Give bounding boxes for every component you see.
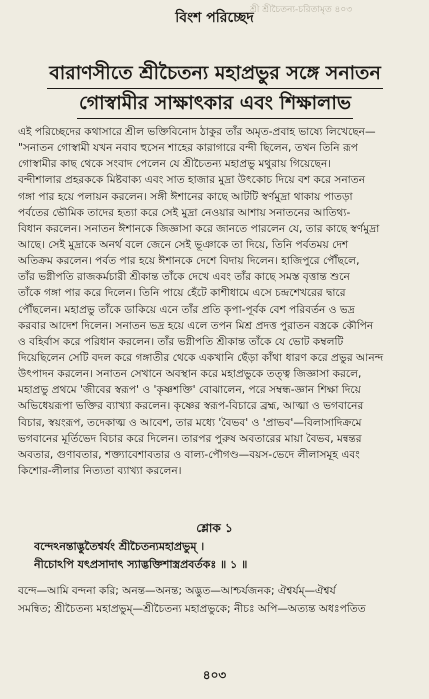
page-number: ৪০৩ [202,668,227,682]
chapter-title-line-1 [14,58,416,89]
chapter-title-text-2: গোস্বামীর সাক্ষাৎকার এবং শিক্ষালাভ [77,88,353,119]
body-line: দিয়েছিলেন সেটি বদল করে গঙ্গাতীর থেকে একখানি ছেঁড়া কাঁথা ধারণ করে প্রভুর আনন্দ [18,351,384,364]
body-line: পর্বতের ভৌমিক তাদের হত্যা করে সেই মুদ্রা নেওয়ার আশায় সনাতনের আতিথ্য- [18,206,351,219]
body-line: "সনাতন গোস্বামী যখন নবাব হুসেন শাহের কারাগারে বন্দী ছিলেন, তখন তিনি রূপ [18,142,358,155]
body-line: ও বহির্বাস করে পরিধান করলেন। তাঁর ভগ্নীপতি শ্রীকান্ত তাঁকে যে ভোট কম্বলটি [18,335,344,348]
word-for-word-gloss [18,582,416,618]
running-head: বিংশ পরিচ্ছেদ [175,10,254,26]
body-line: গঙ্গা পার হয়ে পলায়ন করলেন। সঙ্গী ঈশানের কাছে আটটি স্বর্ণমুদ্রা থাকায় পাতড়া [18,190,353,203]
body-line: এই পরিচ্ছেদের কথাসারে শ্রীল ভক্তিবিনোদ ঠাকুর তাঁর অমৃত-প্রবাহ ভাষ্যে লিখেছেন— [18,126,376,138]
body-line: গোস্বামীর কাছ থেকে সংবাদ পেলেন যে শ্রীচৈতন্য মহাপ্রভু মথুরায় গিয়েছেন। [18,158,332,171]
summary-paragraph [18,124,416,479]
body-line: কিশোর-লীলার নিত্যতা ব্যাখ্যা করলেন। [18,464,182,477]
body-line: উৎপাদন করলেন। সনাতন সেখানে অবস্থান করে মহাপ্রভুকে তত্ত্ব জিজ্ঞাসা করলে, [18,368,362,381]
body-line: পৌঁছলেন। মহাপ্রভু তাঁকে ডাকিয়ে এনে তাঁর প্রতি কৃপা-পূর্বক বেশ পরিবর্তন ও ভদ্র [18,303,355,316]
body-line: অতিক্রম করলেন। পর্বত পার হয়ে ঈশানকে দেশে বিদায় দিলেন। হাজিপুরে পৌঁছলে, [18,255,360,268]
bleed-through-text: শ্রী শ্রীচৈতন্য-চরিতামৃত ৪০৩ [250,5,353,15]
verse-line-2: নীচোঽপি যৎপ্রসাদাৎ স্যাদ্ভক্তিশাস্ত্রপ্রবর্তকঃ ॥ ১ ॥ [34,558,248,571]
body-line: করবার আদেশ দিলেন। সনাতন ভদ্র হয়ে এলে তপন মিশ্র প্রদত্ত পুরাতন বস্ত্রকে কৌপিন [18,319,374,332]
body-line: তাঁর ভগ্নীপতি রাজকর্মচারী শ্রীকান্ত তাঁকে দেখে এবং তাঁর কাছে সমস্ত বৃত্তান্ত শুনে [18,271,350,284]
chapter-title-line-2 [14,88,416,119]
verse-heading: শ্লোক ১ [196,521,233,535]
body-line: তাঁকে গঙ্গা পার করে দিলেন। তিনি পায়ে হেঁটে কাশীধামে এসে চন্দ্রশেখরের দ্বারে [18,287,346,300]
body-line: বন্দীশালার প্রহরককে মিষ্টবাক্য এবং সাত হাজার মুদ্রা উৎকোচ দিয়ে বশ করে সনাতন [18,174,366,187]
body-line: অভিধেয়রূপা ভক্তির ব্যাখ্যা করলেন। কৃষ্ণের স্বরূপ-বিচারে ব্রহ্ম, আত্মা ও ভগবানের [18,400,364,413]
body-line: আছে। সেই মুদ্রাকে অনর্থ বলে জেনে সেই ভূঞাকে তা দিয়ে, তিনি পর্বতময় দেশ [18,238,349,251]
verse-line-1: বন্দেঽনন্তাদ্ভুতৈশ্বর্যং শ্রীচৈতন্যমহাপ্রভুম্ । [34,540,205,553]
body-line: মহাপ্রভু প্রথমে 'জীবের স্বরূপ' ও 'কৃষ্ণশক্তি' বোঝালেন, পরে সম্বন্ধ-জ্ঞান শিক্ষা দিয়ে [18,384,361,397]
gloss-line: সমন্বিত; শ্রীচৈতন্য মহাপ্রভুম্—শ্রীচৈতন্য মহাপ্রভুকে; নীচঃ অপি—অত্যন্ত অধঃপতিত [18,603,366,615]
body-line: অবতার, গুণাবতার, শক্ত্যাবেশাবতার ও বাল্য-পৌগণ্ড—বয়স-ভেদে লীলাসমূহ এবং [18,448,360,461]
body-line: বিধান করলেন। সনাতন ঈশানকে জিজ্ঞাসা করে জানতে পারলেন যে, তার কাছে স্বর্ণমুদ্রা [18,222,380,235]
gloss-line: বন্দে—আমি বন্দনা করি; অনন্ত—অনন্ত; অদ্ভুত—আশ্চর্যজনক; ঐশ্বর্যম্—ঐশ্বর্য [18,585,336,597]
body-line: বিচার, স্বয়ংরূপ, তদেকাত্ম ও আবেশ, তার মধ্যে 'বৈভব' ও 'প্রাভব'—বিলাসাদিক্রমে [18,416,362,429]
body-line: ভগবানের মূর্তিভেদ বিচার করে দিলেন। তারপর পুরুষ অবতারের মায়া বৈভব, মন্বন্তর [18,432,362,445]
sanskrit-verse [34,538,414,574]
chapter-title-text-1: বারাণসীতে শ্রীচৈতন্য মহাপ্রভুর সঙ্গে সনাতন [47,58,383,89]
